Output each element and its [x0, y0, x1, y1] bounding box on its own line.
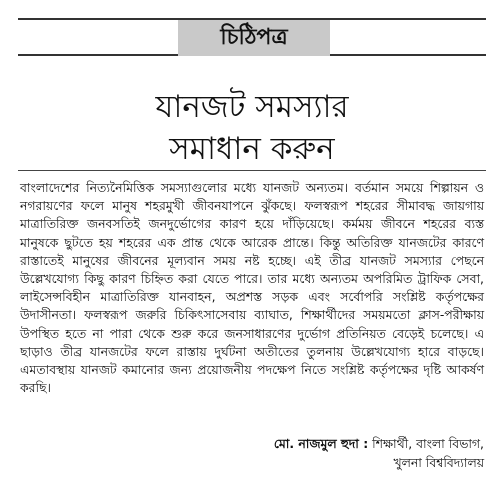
- signature-block: [20, 434, 484, 472]
- divider: [18, 170, 486, 171]
- letter-body: [20, 179, 484, 397]
- signature-line-1: [20, 434, 484, 453]
- section-label: চিঠিপত্র: [178, 20, 330, 56]
- author-role: শিক্ষার্থী, বাংলা বিভাগ,: [372, 436, 484, 451]
- headline: [0, 86, 504, 170]
- body-paragraph: বাংলাদেশের নিত্যনৈমিত্তিক সমস্যাগুলোর মধ্যে যানজট অন্যতম। বর্তমান সময়ে শিল্পায়ন ও নগরায়ণের ফলে মানুষ শহরমুখী জীবনযাপনে ঝুঁকছে। ফলস্বরূপ শহরের সীমাবদ্ধ জায়গায় মাত্রাতিরিক্ত জনবসতিই জনদুর্ভোগের কারণ হয়ে দাঁড়িয়েছে। কর্মময় জীবনে শহরের ব্যস্ত মানুষকে ছুটতে হয় শহরের এক প্রান্ত থেকে আরেক প্রান্তে। কিন্তু অতিরিক্ত যানজটের কারণে রাস্তাতেই মানুষের জীবনের মূল্যবান সময় নষ্ট হচ্ছে। এই তীব্র যানজট সমস্যার পেছনে উল্লেখযোগ্য কিছু কারণ চিহ্নিত করা যেতে পারে। তার মধ্যে অন্যতম অপরিমিত ট্রাফিক সেবা, লাইসেন্সবিহীন মাত্রাতিরিক্ত যানবাহন, অপ্রশস্ত সড়ক এবং সর্বোপরি সংশ্লিষ্ট কর্তৃপক্ষের উদাসীনতা। ফলস্বরূপ জরুরি চিকিৎসাসেবায় ব্যাঘাত, শিক্ষার্থীদের সময়মতো ক্লাস-পরীক্ষায় উপস্থিত হতে না পারা থেকে শুরু করে জনসাধারণের দুর্ভোগ প্রতিনিয়ত বেড়েই চলেছে। এ ছাড়াও তীব্র যানজটের ফলে রাস্তায় দুর্ঘটনা অতীতের তুলনায় উল্লেখযোগ্য হারে বাড়ছে। এমতাবস্থায় যানজট কমানোর জন্য প্রয়োজনীয় পদক্ষেপ নিতে সংশ্লিষ্ট কর্তৃপক্ষের দৃষ্টি আকর্ষণ করছি।: [20, 180, 484, 396]
- headline-line-2: সমাধান করুন: [169, 131, 335, 167]
- author-institution: খুলনা বিশ্ববিদ্যালয়: [393, 455, 484, 470]
- author-name: মো. নাজমুল হুদা :: [273, 436, 369, 451]
- headline-line-1: যানজট সমস্যার: [155, 89, 349, 125]
